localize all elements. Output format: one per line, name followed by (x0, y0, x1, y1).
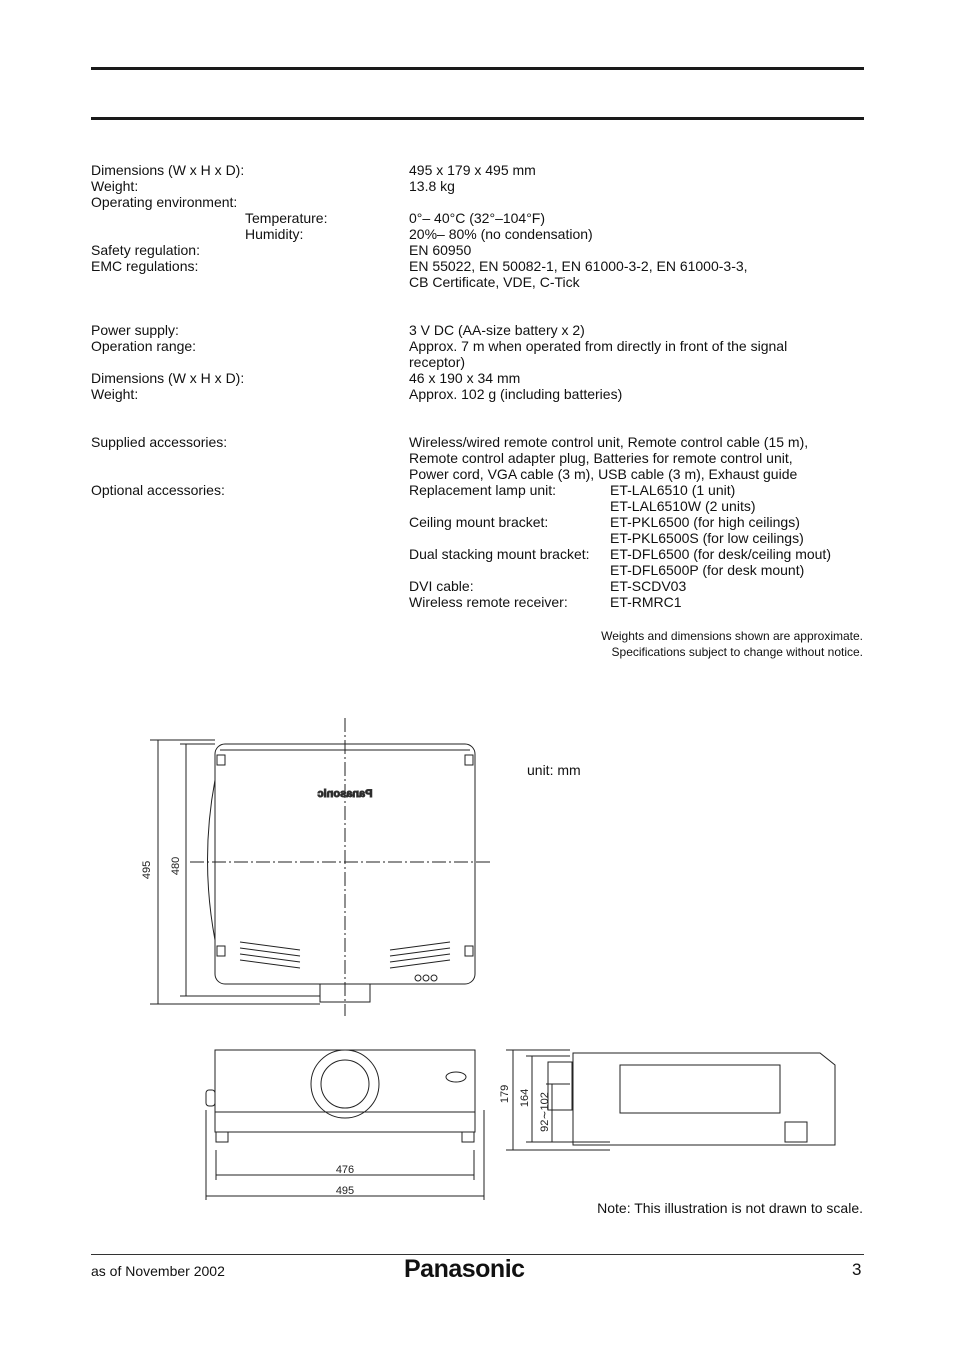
dim-495-width: 495 (335, 1185, 355, 1197)
range-label: Operation range: (91, 338, 197, 354)
scale-note: Note: This illustration is not drawn to scale. (597, 1200, 863, 1216)
safety-label: Safety regulation: (91, 242, 200, 258)
temperature-value: 0°– 40°C (32°–104°F) (409, 210, 546, 226)
supplied-line-1: Wireless/wired remote control unit, Remote control cable (15 m), (409, 434, 809, 450)
remote-weight-value: Approx. 102 g (including batteries) (409, 386, 623, 402)
range-value-1: Approx. 7 m when operated from directly in front of the signal (409, 338, 788, 354)
emc-value-1: EN 55022, EN 50082-1, EN 61000-3-2, EN 61000-3-3, (409, 258, 748, 274)
dim-476: 476 (335, 1164, 355, 1176)
weight-label: Weight: (91, 178, 139, 194)
projector-front-view (215, 1050, 475, 1132)
optional-item-model: ET-LAL6510W (2 units) (610, 498, 756, 514)
remote-weight-label: Weight: (91, 386, 139, 402)
mirrored-brand: Panasonic (317, 788, 373, 800)
optional-item-model: ET-DFL6500 (for desk/ceiling mout) (610, 546, 831, 562)
optional-item-name: Dual stacking mount bracket: (409, 546, 590, 562)
optional-item-model: ET-RMRC1 (610, 594, 682, 610)
brand-logo: Panasonic (404, 1255, 525, 1283)
optional-item-model: ET-PKL6500 (for high ceilings) (610, 514, 800, 530)
remote-dimensions-label: Dimensions (W x H x D): (91, 370, 245, 386)
lens-inner (321, 1060, 369, 1108)
humidity-value: 20%– 80% (no condensation) (409, 226, 593, 242)
unit-label: unit: mm (527, 762, 581, 778)
optional-item-model: ET-LAL6510 (1 unit) (610, 482, 736, 498)
vent-right (390, 942, 450, 968)
approx-note: Weights and dimensions shown are approximate. (601, 629, 863, 643)
range-value-2: receptor) (409, 354, 466, 370)
supplied-line-3: Power cord, VGA cable (3 m), USB cable (3 m), Exhaust guide (409, 466, 798, 482)
optional-item-model: ET-SCDV03 (610, 578, 687, 594)
dimensions-label: Dimensions (W x H x D): (91, 162, 245, 178)
optional-label: Optional accessories: (91, 482, 225, 498)
humidity-label: Humidity: (245, 226, 304, 242)
optional-item-name: Wireless remote receiver: (409, 594, 568, 610)
remote-dimensions-value: 46 x 190 x 34 mm (409, 370, 521, 386)
change-note: Specifications subject to change without notice. (611, 645, 863, 659)
vent-left (240, 942, 300, 968)
power-value: 3 V DC (AA-size battery x 2) (409, 322, 585, 338)
projector-side-view (573, 1053, 835, 1145)
dim-164: 164 (519, 1088, 531, 1108)
optional-item-name: Replacement lamp unit: (409, 482, 557, 498)
weight-value: 13.8 kg (409, 178, 455, 194)
dim-92-102: 92∼102 (539, 1092, 551, 1132)
dim-480: 480 (170, 856, 182, 876)
environment-label: Operating environment: (91, 194, 238, 210)
optional-item-name: Ceiling mount bracket: (409, 514, 549, 530)
supplied-label: Supplied accessories: (91, 434, 228, 450)
optional-item-name: DVI cable: (409, 578, 474, 594)
power-label: Power supply: (91, 322, 179, 338)
dim-179: 179 (499, 1084, 511, 1104)
page-number: 3 (852, 1260, 862, 1279)
optional-item-model: ET-DFL6500P (for desk mount) (610, 562, 805, 578)
supplied-line-2: Remote control adapter plug, Batteries for remote control unit, (409, 450, 793, 466)
dim-495-depth: 495 (141, 860, 153, 880)
footer-date: as of November 2002 (91, 1263, 225, 1279)
optional-item-model: ET-PKL6500S (for low ceilings) (610, 530, 804, 546)
emc-value-2: CB Certificate, VDE, C-Tick (409, 274, 580, 290)
temperature-label: Temperature: (245, 210, 328, 226)
emc-label: EMC regulations: (91, 258, 199, 274)
safety-value: EN 60950 (409, 242, 472, 258)
dimensions-value: 495 x 179 x 495 mm (409, 162, 536, 178)
